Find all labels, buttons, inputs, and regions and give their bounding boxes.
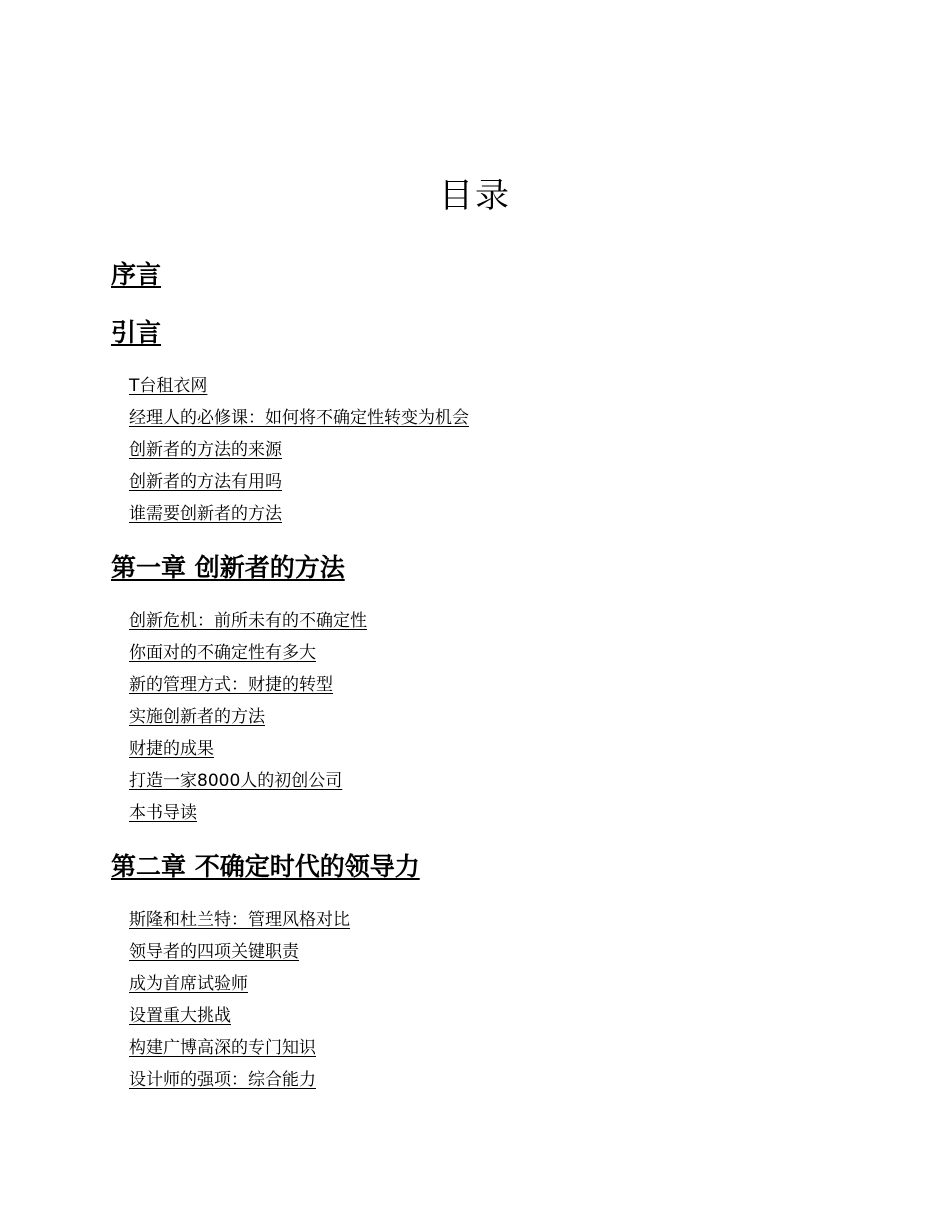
toc-item[interactable]: 成为首席试验师 [129, 974, 248, 994]
toc-item[interactable]: 斯隆和杜兰特：管理风格对比 [129, 910, 350, 930]
toc-heading-chapter-1[interactable]: 第一章 创新者的方法 [111, 553, 345, 582]
toc-heading-introduction[interactable]: 引言 [111, 318, 162, 347]
toc-heading-preface[interactable]: 序言 [111, 260, 162, 289]
page-title: 目录 [439, 176, 511, 216]
toc-item[interactable]: T台租衣网 [129, 376, 208, 396]
toc-item[interactable]: 你面对的不确定性有多大 [129, 643, 316, 663]
toc-item[interactable]: 本书导读 [129, 803, 197, 823]
toc-item[interactable]: 构建广博高深的专门知识 [129, 1038, 316, 1058]
toc-item[interactable]: 设置重大挑战 [129, 1006, 231, 1026]
toc-item[interactable]: 实施创新者的方法 [129, 707, 265, 727]
toc-item[interactable]: 创新危机：前所未有的不确定性 [129, 611, 367, 631]
toc-item[interactable]: 创新者的方法有用吗 [129, 472, 282, 492]
toc-item[interactable]: 财捷的成果 [129, 739, 214, 759]
toc-item[interactable]: 经理人的必修课：如何将不确定性转变为机会 [129, 408, 469, 428]
toc-item[interactable]: 设计师的强项：综合能力 [129, 1070, 316, 1090]
toc-item[interactable]: 创新者的方法的来源 [129, 440, 282, 460]
toc-item[interactable]: 打造一家8000人的初创公司 [129, 771, 343, 791]
toc-heading-chapter-2[interactable]: 第二章 不确定时代的领导力 [111, 852, 420, 881]
toc-item[interactable]: 新的管理方式：财捷的转型 [129, 675, 333, 695]
toc-item[interactable]: 谁需要创新者的方法 [129, 504, 282, 524]
toc-item[interactable]: 领导者的四项关键职责 [129, 942, 299, 962]
